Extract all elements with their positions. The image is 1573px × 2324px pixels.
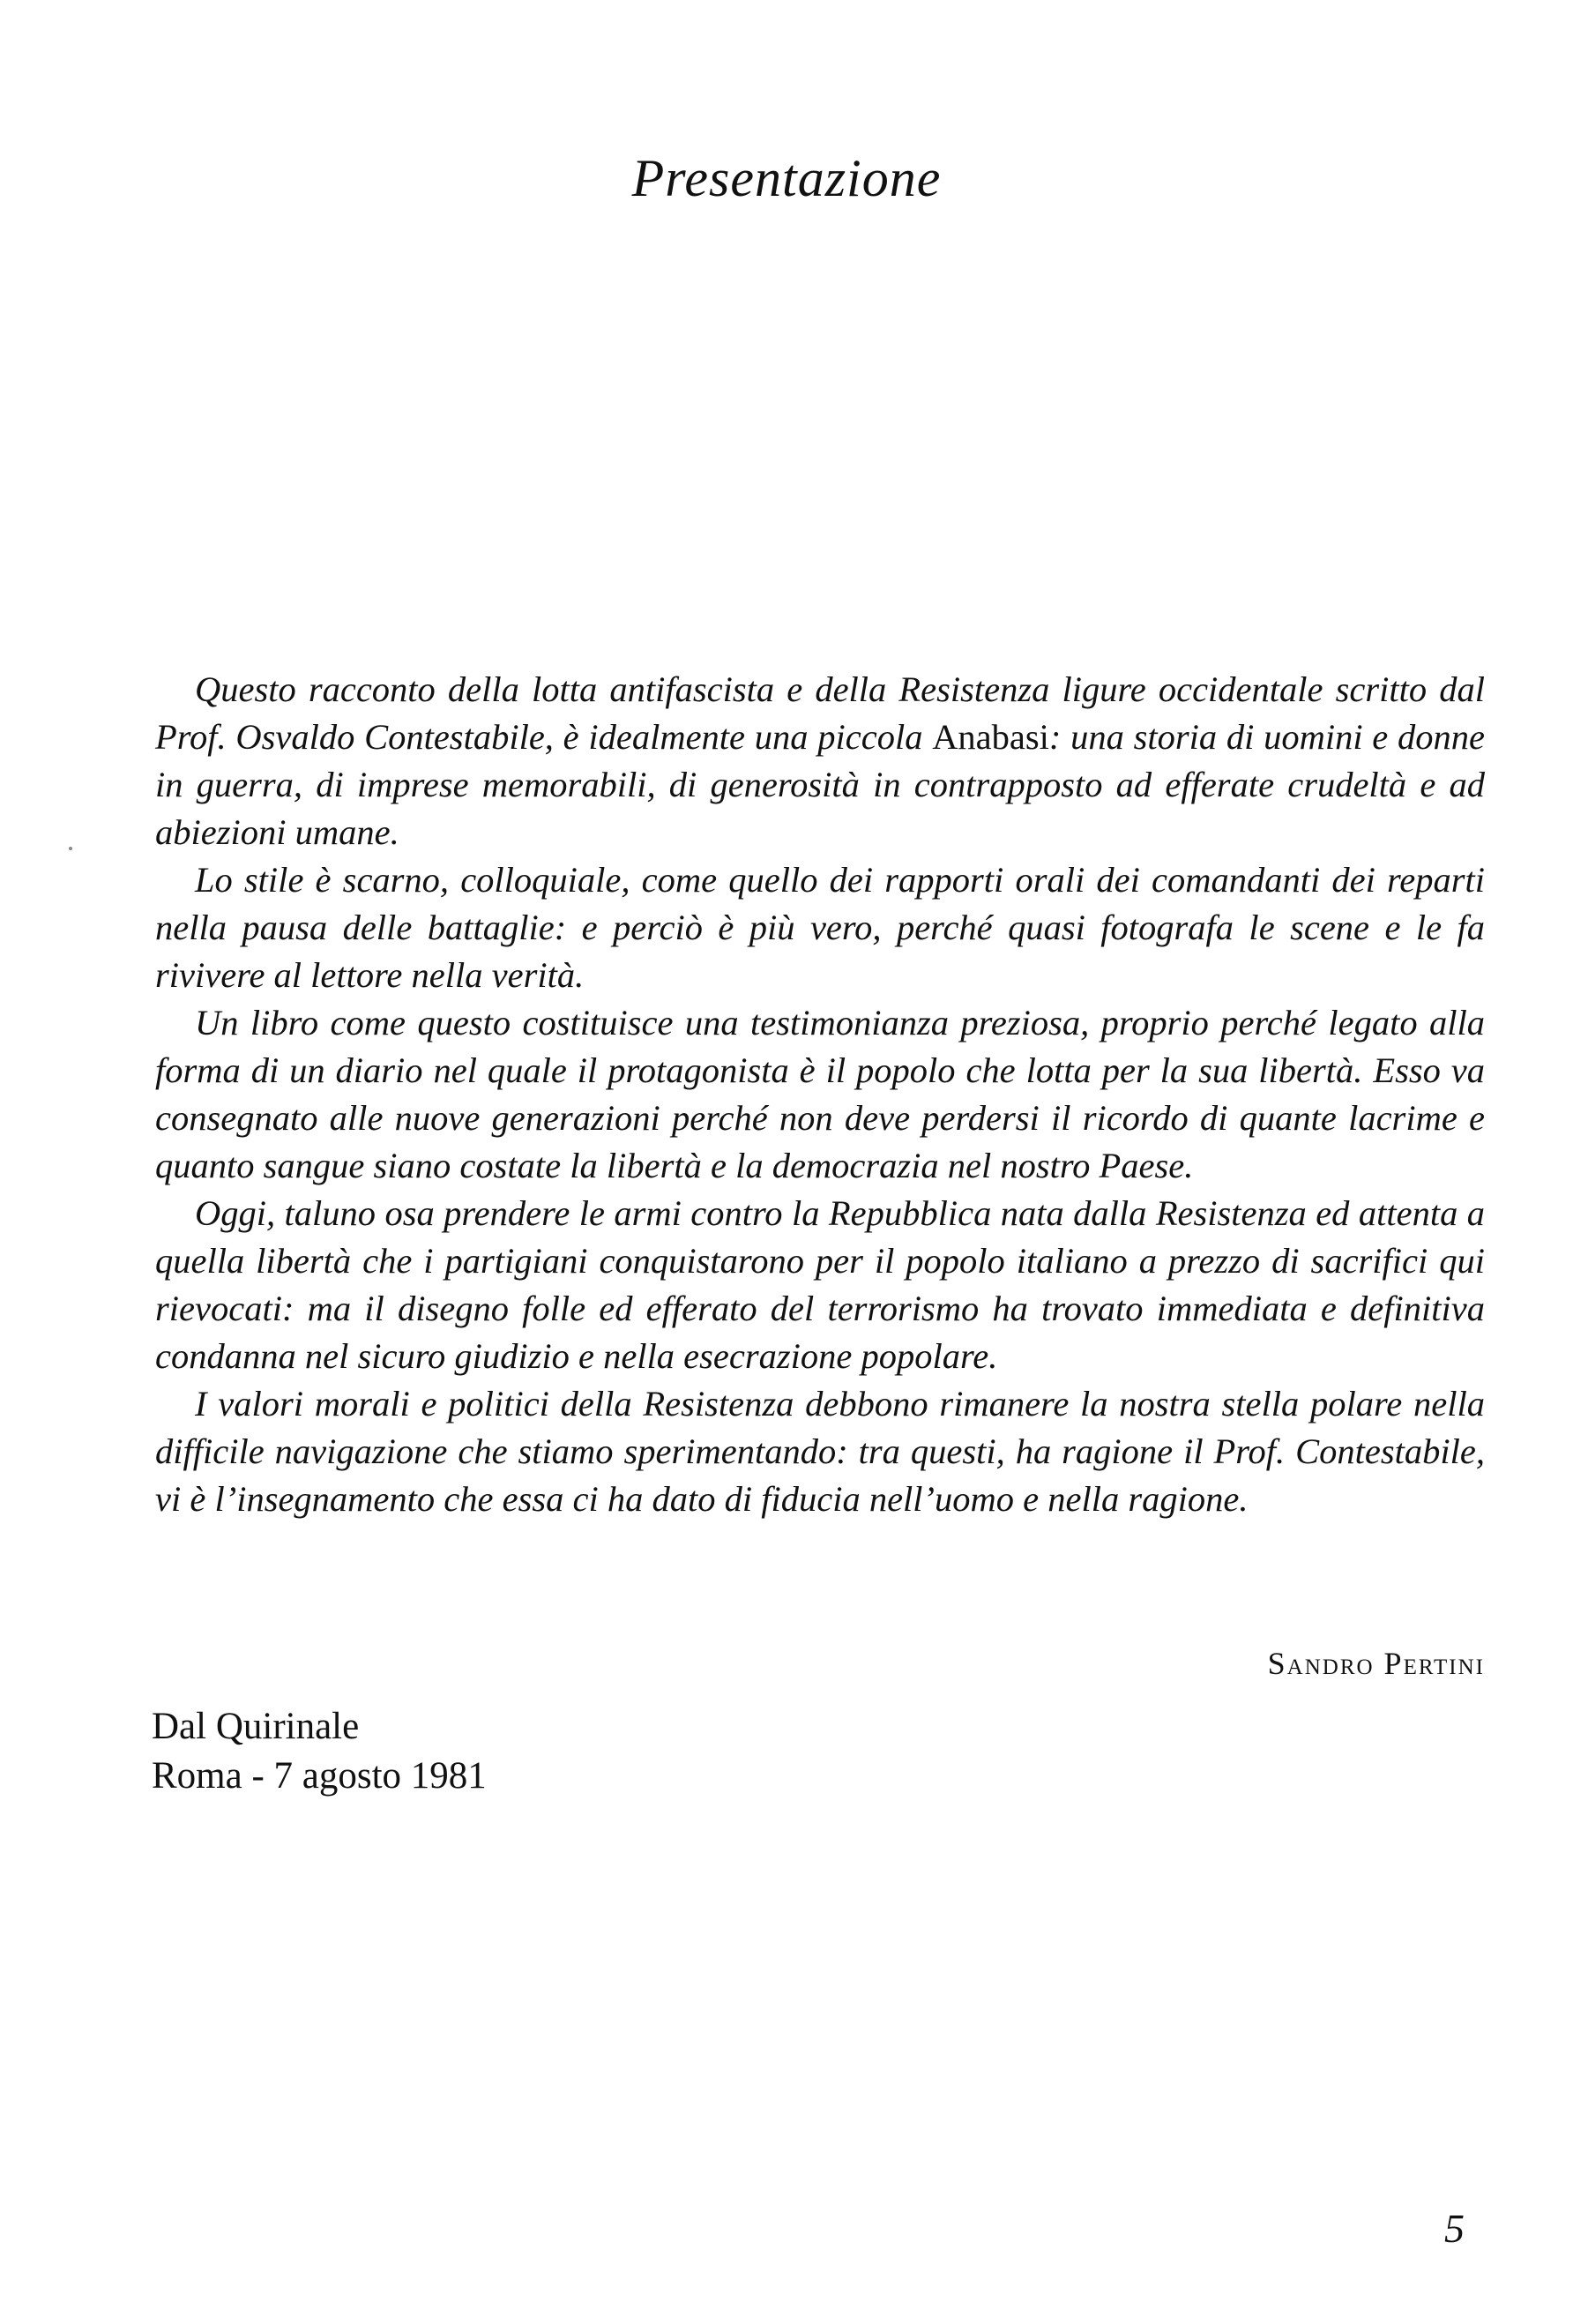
paragraph-4: Oggi, taluno osa prendere le armi contro la Repubblica nata dalla Resistenza ed attenta a quella libertà che i partigiani conquistarono per il popolo italiano a prezzo di sacrifici qui rievocati: ma il disegno folle ed efferato del terrorismo ha trovato immediata e definitiva condanna nel sicuro giudizio e nella esecrazione popolare. — [155, 1193, 1485, 1376]
dateline — [152, 1702, 487, 1801]
paragraph-5: I valori morali e politici della Resistenza debbono rimanere la nostra stella polare nella difficile navigazione che stiamo sperimentando: tra questi, ha ragione il Prof. Contestabile, vi è l’insegnamento che essa ci ha dato di fiducia nell’uomo e nella ragione. — [155, 1384, 1485, 1519]
paragraph-2: Lo stile è scarno, colloquiale, come quello dei rapporti orali dei comandanti dei reparti nella pausa delle battaglie: e perciò è più vero, perché quasi fotografa le scene e le fa rivivere al lettore nella verità. — [155, 860, 1485, 995]
author-signature: Sandro Pertini — [1267, 1646, 1485, 1681]
dateline-place: Dal Quirinale — [152, 1706, 360, 1747]
page-title: Presentazione — [631, 149, 942, 207]
scan-speck — [69, 847, 72, 850]
dateline-date: Roma - 7 agosto 1981 — [152, 1755, 487, 1797]
anabasi-term: Anabasi — [932, 717, 1049, 757]
paragraph-1-before: Questo racconto della lotta antifascista e della Resistenza ligure occidentale scritto dal Prof. Osvaldo Contestabile, è idealmente una piccola — [155, 669, 1485, 757]
presentation-body — [155, 666, 1485, 1523]
paragraph-3: Un libro come questo costituisce una testimonianza preziosa, proprio perché legato alla forma di un diario nel quale il protagonista è il popolo che lotta per la sua libertà. Esso va consegnato alle nuove generazioni perché non deve perdersi il ricordo di quante lacrime e quanto sangue siano costate la libertà e la democrazia nel nostro Paese. — [155, 1003, 1485, 1185]
paragraph-1-after: : una storia di uomini e donne in guerra, di imprese memorabili, di generosità in contrapposto ad efferate crudeltà e ad abiezioni umane. — [155, 717, 1485, 852]
paragraph-1 — [155, 666, 1485, 856]
page-number: 5 — [1444, 2206, 1465, 2251]
